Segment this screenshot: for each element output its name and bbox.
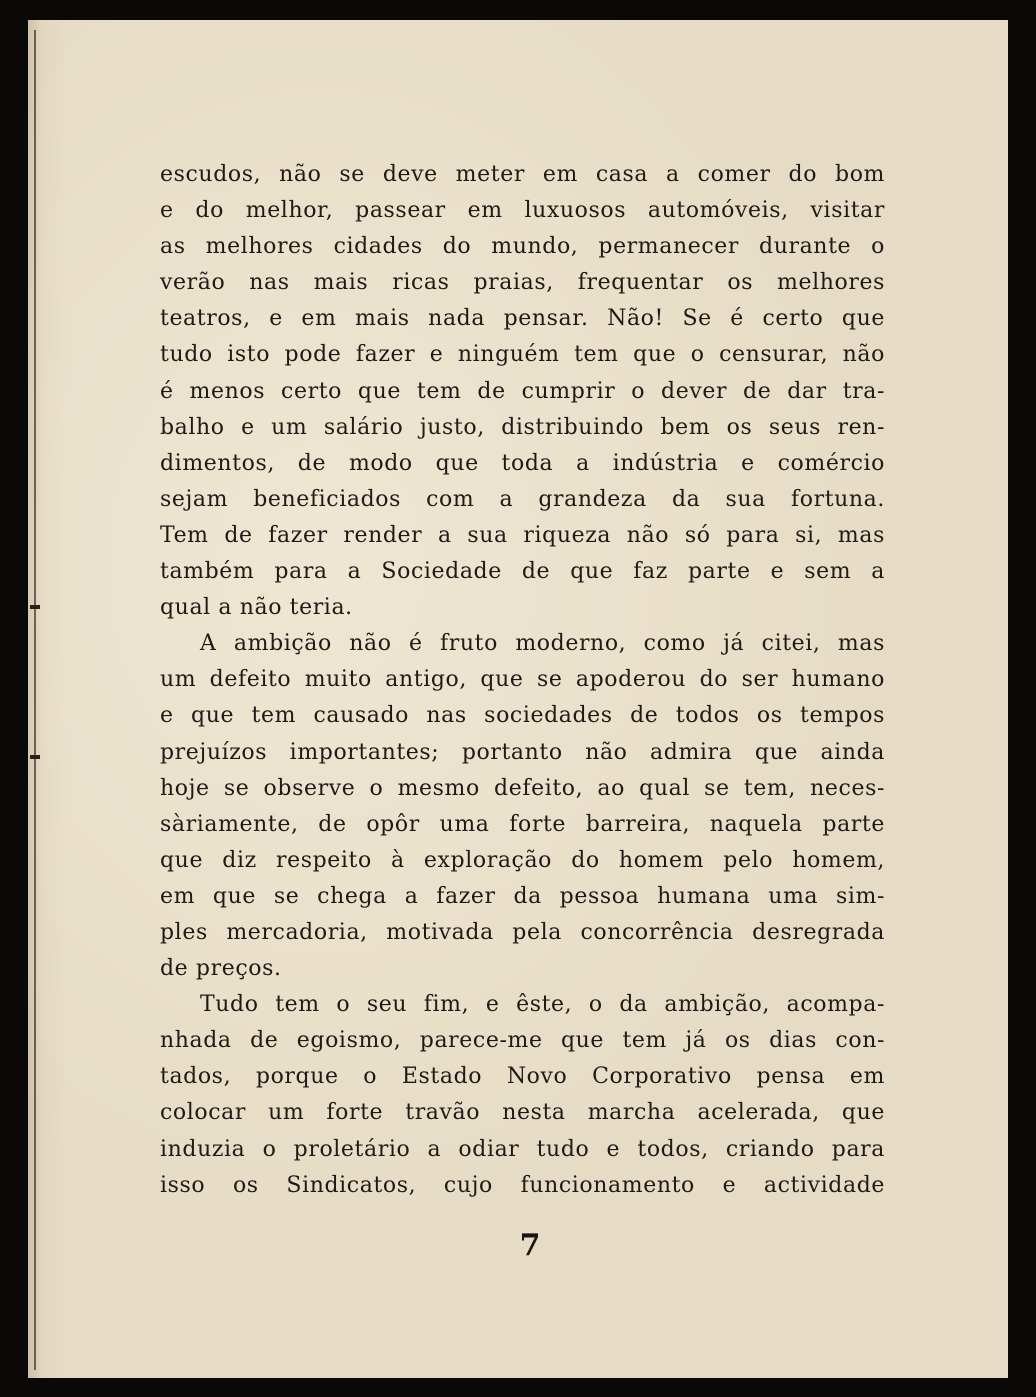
text-line: verão nas mais ricas praias, frequentar os melhores [160, 270, 885, 296]
text-line: escudos, não se deve meter em casa a comer do bom [160, 162, 885, 187]
text-line: Tudo tem o seu fim, e êste, o da ambição, acompa- [200, 992, 885, 1018]
margin-mark [30, 755, 40, 759]
text-line: e do melhor, passear em luxuosos automóveis, visitar [160, 198, 885, 224]
text-line: teatros, e em mais nada pensar. Não! Se é certo que [160, 306, 885, 332]
text-line: sejam beneficiados com a grandeza da sua fortuna. [160, 486, 885, 512]
text-line: colocar um forte travão nesta marcha acelerada, que [160, 1100, 885, 1126]
text-line: e que tem causado nas sociedades de todos os tempos [160, 703, 885, 729]
body-text [160, 157, 885, 1204]
text-line: que diz respeito à exploração do homem pelo homem, [160, 847, 885, 873]
text-line: é menos certo que tem de cumprir o dever de dar tra- [160, 378, 885, 404]
text-line: as melhores cidades do mundo, permanecer durante o [160, 234, 885, 260]
text-line: nhada de egoismo, parece-me que tem já os dias con- [160, 1028, 885, 1054]
text-line: Tem de fazer render a sua riqueza não só para si, mas [160, 522, 885, 548]
text-line: prejuízos importantes; portanto não admira que ainda [160, 739, 885, 765]
text-line: ples mercadoria, motivada pela concorrência desregrada [160, 919, 885, 945]
text-line: também para a Sociedade de que faz parte e sem a [160, 559, 885, 585]
text-line: qual a não teria. [160, 595, 353, 621]
text-line: isso os Sindicatos, cujo funcionamento e actividade [160, 1172, 885, 1198]
text-line: tados, porque o Estado Novo Corporativo pensa em [160, 1064, 885, 1090]
binding-edge [34, 30, 36, 1370]
text-line: em que se chega a fazer da pessoa humana uma sim- [160, 883, 885, 909]
margin-mark [30, 605, 40, 609]
page-number: 7 [519, 1228, 541, 1263]
text-line: dimentos, de modo que toda a indústria e comércio [160, 450, 885, 476]
text-line: de preços. [160, 956, 282, 982]
text-line: hoje se observe o mesmo defeito, ao qual se tem, neces- [160, 775, 885, 801]
text-line: balho e um salário justo, distribuindo bem os seus ren- [160, 414, 885, 440]
text-line: sàriamente, de opôr uma forte barreira, naquela parte [160, 811, 885, 837]
text-line: um defeito muito antigo, que se apoderou do ser humano [160, 667, 885, 693]
text-line: A ambição não é fruto moderno, como já citei, mas [200, 631, 885, 657]
text-line: tudo isto pode fazer e ninguém tem que o censurar, não [160, 342, 885, 368]
text-line: induzia o proletário a odiar tudo e todos, criando para [160, 1136, 885, 1162]
